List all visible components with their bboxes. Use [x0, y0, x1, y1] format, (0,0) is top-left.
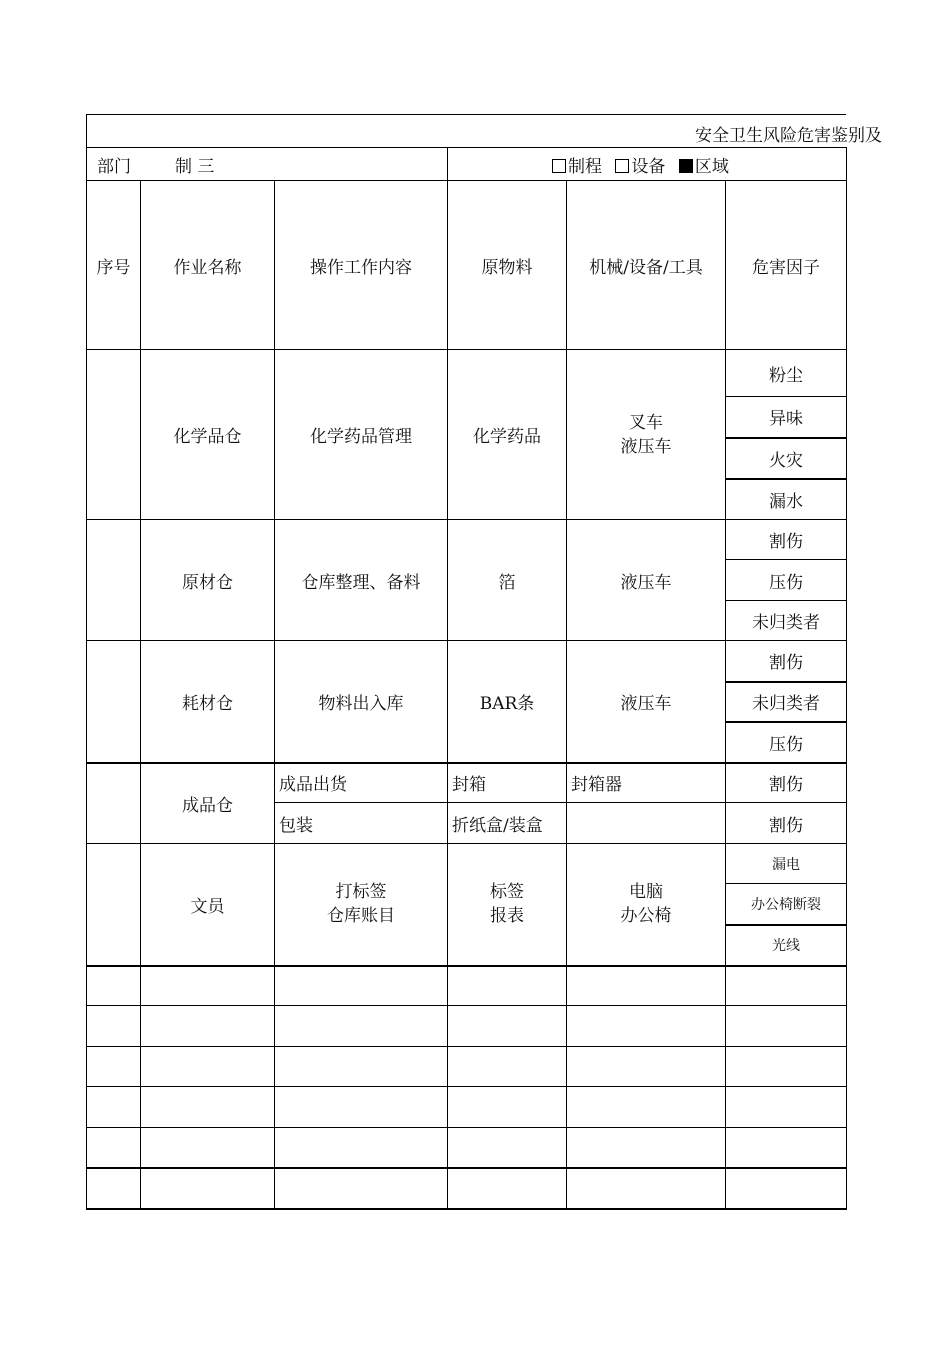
equipment-cell [567, 844, 726, 966]
equipment-cell: 封箱器 [567, 763, 726, 803]
task-name-cell: 原材仓 [141, 520, 275, 641]
seq-cell [87, 641, 141, 763]
task-name-cell: 成品仓 [141, 763, 275, 844]
hazard-cell: 压伤 [726, 560, 847, 601]
empty-row [87, 1047, 847, 1087]
empty-cell [567, 1087, 726, 1128]
empty-cell [141, 1128, 275, 1168]
empty-cell [275, 1168, 448, 1209]
empty-cell [141, 966, 275, 1006]
empty-cell [448, 1087, 567, 1128]
hazard-cell: 粉尘 [726, 350, 847, 397]
empty-cell [448, 1006, 567, 1047]
hazard-cell: 漏电 [726, 844, 847, 884]
option-area-label: 区域 [694, 156, 729, 177]
empty-cell [567, 966, 726, 1006]
empty-row [87, 1006, 847, 1047]
empty-cell [275, 1087, 448, 1128]
empty-cell [87, 1006, 141, 1047]
seq-cell [87, 350, 141, 520]
risk-sheet [86, 114, 882, 1210]
empty-row [87, 1087, 847, 1128]
header-seq: 序号 [87, 181, 141, 350]
empty-cell [726, 1087, 847, 1128]
dept-label: 部门 [97, 156, 131, 177]
option-area-checkbox[interactable] [679, 159, 693, 173]
hazard-cell: 未归类者 [726, 601, 847, 641]
seq-cell [87, 520, 141, 641]
empty-cell [567, 1128, 726, 1168]
work-content-cell: 成品出货 [275, 763, 448, 803]
equipment-line: 液压车 [620, 436, 672, 457]
hazard-cell: 异味 [726, 397, 847, 438]
material-line: 标签 [490, 882, 525, 903]
empty-cell [726, 1047, 847, 1087]
table-row [87, 520, 847, 560]
option-equipment[interactable] [615, 152, 665, 177]
work-content-cell [275, 844, 448, 966]
header-work-content: 操作工作内容 [275, 181, 448, 350]
equipment-line: 办公椅 [620, 906, 672, 927]
title-row [86, 114, 882, 147]
task-name-cell: 耗材仓 [141, 641, 275, 763]
material-cell: 封箱 [448, 763, 567, 803]
hazard-cell: 办公椅断裂 [726, 884, 847, 925]
dept-row [87, 148, 847, 181]
option-equipment-label: 设备 [631, 156, 666, 177]
empty-cell [726, 1168, 847, 1209]
equipment-cell [567, 350, 726, 520]
empty-cell [141, 1047, 275, 1087]
empty-cell [87, 966, 141, 1006]
table-row [87, 844, 847, 884]
equipment-line: 叉车 [629, 412, 664, 433]
dept-cell [87, 148, 448, 181]
empty-cell [448, 966, 567, 1006]
hazard-cell: 漏水 [726, 479, 847, 520]
empty-cell [87, 1087, 141, 1128]
header-equipment: 机械/设备/工具 [567, 181, 726, 350]
empty-cell [726, 966, 847, 1006]
header-material: 原物料 [448, 181, 567, 350]
table-row [87, 350, 847, 397]
hazard-cell: 未归类者 [726, 682, 847, 722]
empty-cell [726, 1128, 847, 1168]
option-process[interactable] [552, 152, 602, 177]
empty-cell [567, 1168, 726, 1209]
empty-cell [275, 966, 448, 1006]
hazard-cell: 割伤 [726, 763, 847, 803]
hazard-cell: 割伤 [726, 520, 847, 560]
empty-row [87, 1168, 847, 1209]
material-line: 报表 [490, 906, 525, 927]
empty-cell [87, 1128, 141, 1168]
work-content-cell: 仓库整理、备料 [275, 520, 448, 641]
category-options [448, 148, 847, 181]
empty-cell [567, 1006, 726, 1047]
empty-cell [726, 1006, 847, 1047]
material-cell: 箔 [448, 520, 567, 641]
task-name-cell: 化学品仓 [141, 350, 275, 520]
empty-cell [567, 1047, 726, 1087]
hazard-cell: 压伤 [726, 722, 847, 763]
work-content-line: 打标签 [335, 882, 387, 903]
work-content-cell: 化学药品管理 [275, 350, 448, 520]
header-task-name: 作业名称 [141, 181, 275, 350]
task-name-cell: 文员 [141, 844, 275, 966]
hazard-cell: 光线 [726, 925, 847, 966]
empty-cell [448, 1168, 567, 1209]
seq-cell [87, 763, 141, 844]
seq-cell [87, 844, 141, 966]
material-cell: BAR条 [448, 641, 567, 763]
material-cell: 折纸盒/装盒 [448, 803, 567, 844]
option-process-label: 制程 [568, 156, 603, 177]
hazard-cell: 割伤 [726, 641, 847, 682]
dept-value: 制 三 [175, 156, 215, 177]
equipment-line: 电脑 [629, 882, 664, 903]
equipment-cell [567, 803, 726, 844]
option-equipment-checkbox[interactable] [615, 159, 629, 173]
option-area[interactable] [679, 152, 729, 177]
empty-cell [87, 1047, 141, 1087]
empty-cell [275, 1047, 448, 1087]
table-row [87, 641, 847, 682]
empty-row [87, 1128, 847, 1168]
header-row [87, 181, 847, 350]
empty-cell [275, 1006, 448, 1047]
empty-cell [141, 1168, 275, 1209]
equipment-cell: 液压车 [567, 641, 726, 763]
hazard-cell: 割伤 [726, 803, 847, 844]
header-hazard: 危害因子 [726, 181, 847, 350]
material-cell [448, 844, 567, 966]
empty-cell [87, 1168, 141, 1209]
work-content-cell: 包装 [275, 803, 448, 844]
empty-cell [275, 1128, 448, 1168]
option-process-checkbox[interactable] [552, 159, 566, 173]
empty-cell [141, 1006, 275, 1047]
empty-cell [448, 1128, 567, 1168]
empty-row [87, 966, 847, 1006]
empty-cell [448, 1047, 567, 1087]
empty-cell [141, 1087, 275, 1128]
sheet-title: 安全卫生风险危害鉴别及 [695, 126, 882, 146]
work-content-line: 仓库账目 [327, 906, 395, 927]
work-content-cell: 物料出入库 [275, 641, 448, 763]
table-row [87, 763, 847, 803]
equipment-cell: 液压车 [567, 520, 726, 641]
hazard-cell: 火灾 [726, 438, 847, 479]
risk-table [86, 147, 847, 1210]
material-cell: 化学药品 [448, 350, 567, 520]
